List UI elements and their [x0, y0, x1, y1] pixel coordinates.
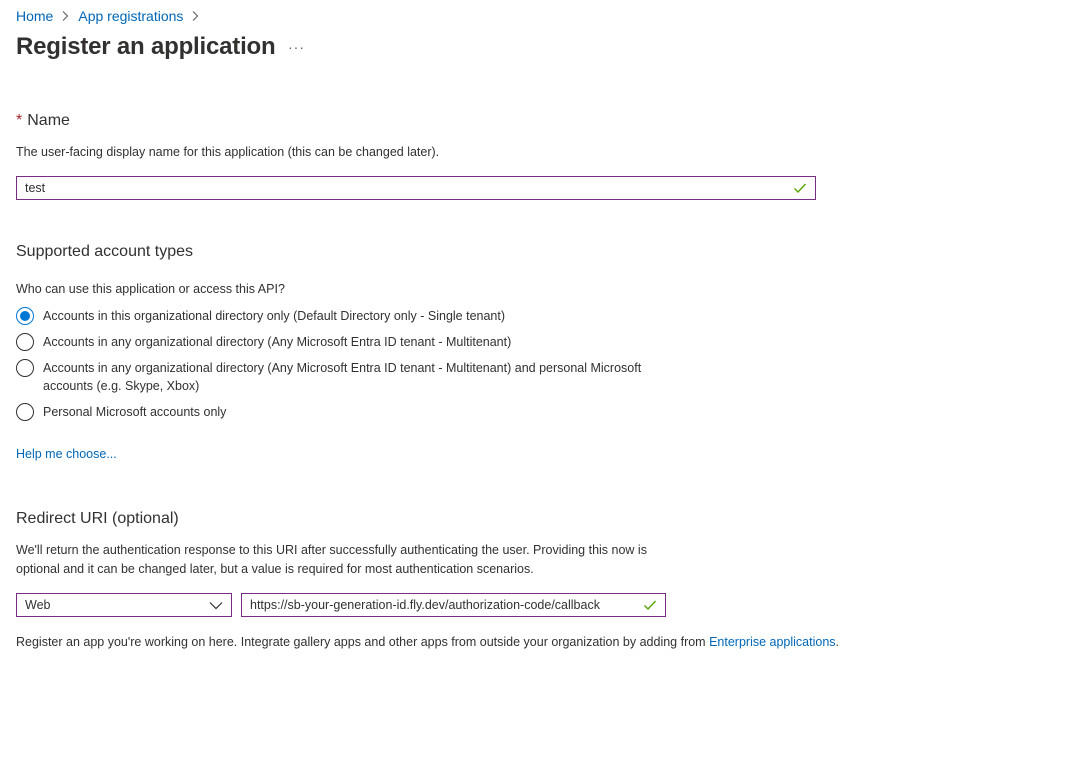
footer-period: . [835, 635, 840, 649]
account-type-option-label: Accounts in any organizational directory (Any Microsoft Entra ID tenant - Multitenant) [43, 335, 512, 349]
footer-note [16, 633, 839, 652]
account-type-option-multitenant-personal[interactable] [16, 359, 641, 395]
radio-button[interactable] [16, 403, 34, 421]
name-description: The user-facing display name for this application (this can be changed later). [16, 145, 440, 159]
checkmark-icon [643, 599, 657, 611]
account-types-title: Supported account types [16, 243, 194, 260]
platform-select-value: Web [25, 598, 51, 612]
account-type-option-label: Accounts in this organizational directory only (Default Directory only - Single tenant) [43, 309, 506, 323]
page-title: Register an application [16, 33, 276, 60]
account-type-option-label-line2: accounts (e.g. Skype, Xbox) [43, 379, 200, 393]
chevron-right-icon [59, 8, 71, 24]
breadcrumb-app-registrations-link[interactable]: App registrations [78, 8, 184, 24]
name-section-title [16, 112, 70, 130]
name-label: Name [27, 112, 70, 129]
account-type-option-label: Personal Microsoft accounts only [43, 405, 227, 419]
redirect-uri-input[interactable] [241, 593, 666, 617]
account-type-option-label [43, 359, 641, 395]
required-marker: * [16, 112, 23, 129]
account-types-question: Who can use this application or access this API? [16, 282, 285, 296]
radio-button[interactable] [16, 359, 34, 377]
chevron-down-icon [209, 601, 223, 610]
footer-text: Register an app you're working on here. Integrate gallery apps and other apps from outside your organization by adding from [16, 635, 710, 649]
account-type-option-personal-only[interactable] [16, 403, 226, 421]
radio-button-selected[interactable] [16, 307, 34, 325]
platform-select[interactable] [16, 593, 232, 617]
redirect-description-line1: We'll return the authentication response to this URI after successfully authenticating the user. Providing this now is [16, 543, 647, 557]
name-input-value: test [25, 181, 46, 195]
enterprise-applications-link[interactable]: Enterprise applications [709, 635, 836, 649]
radio-button[interactable] [16, 333, 34, 351]
account-type-option-label-line1: Accounts in any organizational directory (Any Microsoft Entra ID tenant - Multitenant) and personal Microsoft [43, 361, 642, 375]
checkmark-icon [793, 182, 807, 194]
account-type-option-single-tenant[interactable] [16, 307, 505, 325]
redirect-uri-title: Redirect URI (optional) [16, 510, 179, 527]
name-input[interactable] [16, 176, 816, 200]
breadcrumb-home-link[interactable]: Home [16, 8, 54, 24]
redirect-description-line2: optional and it can be changed later, but a value is required for most authentication scenarios. [16, 562, 534, 576]
more-options-button[interactable]: ··· [288, 39, 305, 55]
redirect-uri-value: https://sb-your-generation-id.fly.dev/authorization-code/callback [250, 598, 600, 612]
redirect-uri-description [16, 541, 647, 579]
breadcrumb [16, 8, 208, 24]
help-me-choose-link[interactable]: Help me choose... [16, 447, 117, 461]
account-type-option-multitenant[interactable] [16, 333, 511, 351]
chevron-right-icon [189, 8, 201, 24]
